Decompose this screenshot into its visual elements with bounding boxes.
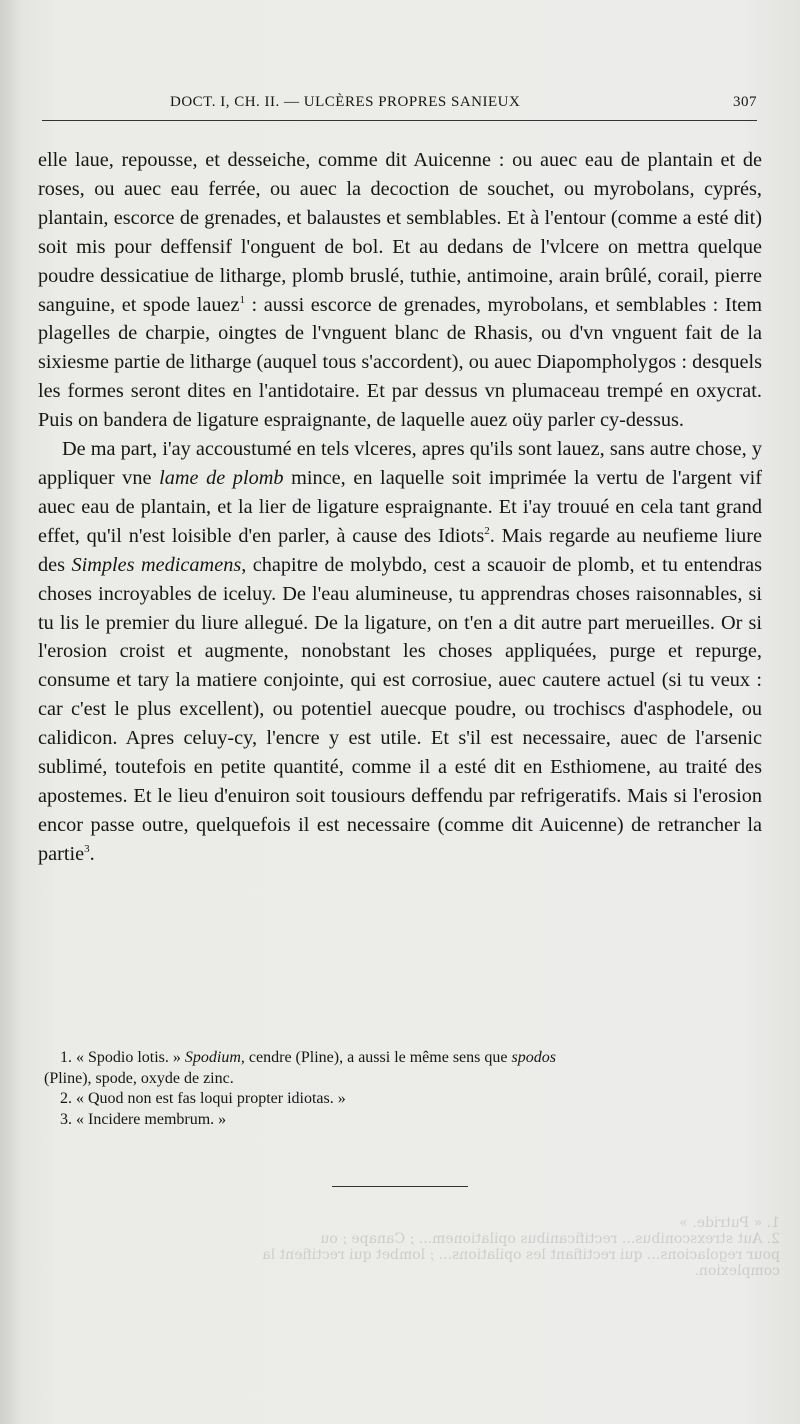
footnote-3: 3. « Incidere membrum. » bbox=[60, 1110, 227, 1128]
body-text bbox=[38, 146, 762, 869]
footnote-ref-2: 2 bbox=[484, 525, 490, 538]
paragraph-text: elle laue, repousse, et desseiche, comme dit Auicenne : ou auec eau de plantain et de roses, ou auec eau ferrée, ou auec la decoction de souchet, ou myrobolans, cyprés, plantain, escorce de grenades, et balaustes et semblables. Et à l'entour (comme a esté dit) soit mis pour deffensif l'onguent de bol. Et au dedans de l'vlcere on mettra quelque poudre dessicatiue de litharge, plomb bruslé, tuthie, antimoine, arain brûlé, corail, pierre sanguine, et spode lauez bbox=[38, 149, 762, 316]
paragraph-text: mince, en laquelle soit imprimée la vertu de l'argent vif auec eau de plantain, et la lier de ligature espraignante. Et i'ay trouué en cela tant grand effet, qu'il n'est loisible d'en parler, à cause des Idiots bbox=[38, 466, 762, 547]
footnote-1-continuation: (Pline), spode, oxyde de zinc. bbox=[44, 1069, 234, 1087]
paragraph-text: . Mais regarde au neufieme liure des bbox=[38, 524, 762, 576]
italic-title: Simples medicamens bbox=[71, 553, 242, 576]
page-header bbox=[42, 92, 757, 121]
running-title: DOCT. I, CH. II. — ULCÈRES PROPRES SANIEUX bbox=[170, 94, 521, 110]
paragraph-1 bbox=[38, 146, 762, 435]
footnote-italic: spodos bbox=[511, 1049, 556, 1066]
italic-phrase: lame de plomb bbox=[159, 466, 284, 489]
end-rule bbox=[332, 1186, 468, 1187]
footnote-2: 2. « Quod non est fas loqui propter idiotas. » bbox=[60, 1090, 346, 1107]
footnote-text: 1. « Spodio lotis. » bbox=[60, 1049, 185, 1066]
footnote-ref-1: 1 bbox=[239, 293, 245, 306]
paragraph-text: , chapitre de molybdo, cest a scauoir de plomb, et tu entendras choses incroyables de iceluy. De l'eau alumineuse, tu apprendras choses raisonnables, si tu lis le premier du liure allegué. De la ligature, on t'en a dit autre part merueilles. Or si l'erosion croist et augmente, nonobstant les choses appliquées, purge et repurge, consume et tary la matiere conjointe, qui est corrosiue, auec cautere actuel (si tu veux : car c'est le plus excellent), ou potentiel auecque poudre, ou trochiscs d'asphodele, ou calidicon. Apres celuy-cy, l'encre y est utile. Et s'il est necessaire, auec de l'arsenic sublimé, toutefois en petite quantité, comme il a esté dit en Esthiomene, au traité des apostemes. Et le lieu d'enuiron soit tousiours deffendu par refrigeratifs. Mais si l'erosion encor passe outre, quelquefois il est necessaire (comme dit Auicenne) de retrancher la partie bbox=[38, 553, 762, 865]
paragraph-text: De ma part, i'ay accoustumé en tels vlceres, apres qu'ils sont lauez, sans autre chose, y appliquer vne bbox=[38, 438, 762, 489]
paragraph-2 bbox=[38, 435, 762, 869]
footnotes bbox=[44, 1048, 762, 1130]
paragraph-text: . bbox=[89, 842, 95, 865]
paragraph-text: : aussi escorce de grenades, myrobolans, et semblables : Item plagelles de charpie, oingtes de l'vnguent blanc de Rhasis, ou d'vn vnguent fait de la sixiesme partie de litharge (auquel tous s'accordent), ou auec Diapompholygos : desquels les formes seront dites en l'antidotaire. Et par dessus vn plumaceau trempé en oxycrat. Puis on bandera de ligature espraignante, de laquelle auez oüy parler cy-dessus. bbox=[38, 293, 762, 432]
footnote-italic: Spodium, bbox=[184, 1049, 245, 1066]
page-number: 307 bbox=[733, 94, 757, 110]
bleed-through-line: complexion. bbox=[694, 1263, 780, 1279]
bleed-through-line: 1. « Putride. » bbox=[679, 1215, 780, 1231]
footnote-text: cendre (Pline), a aussi le même sens que bbox=[244, 1049, 512, 1066]
footnote-ref-3: 3 bbox=[84, 842, 90, 855]
bleed-through-text bbox=[262, 1215, 780, 1305]
bleed-through-line: pour regolacions... qui rectifiant les opilations... ; lombet qui rectifient la bbox=[262, 1247, 780, 1263]
footnote-1 bbox=[44, 1048, 762, 1069]
bleed-through-line: 2. Aut strexsconibus... rectificanibus opilationem... ; Canape ; ou bbox=[320, 1231, 780, 1247]
